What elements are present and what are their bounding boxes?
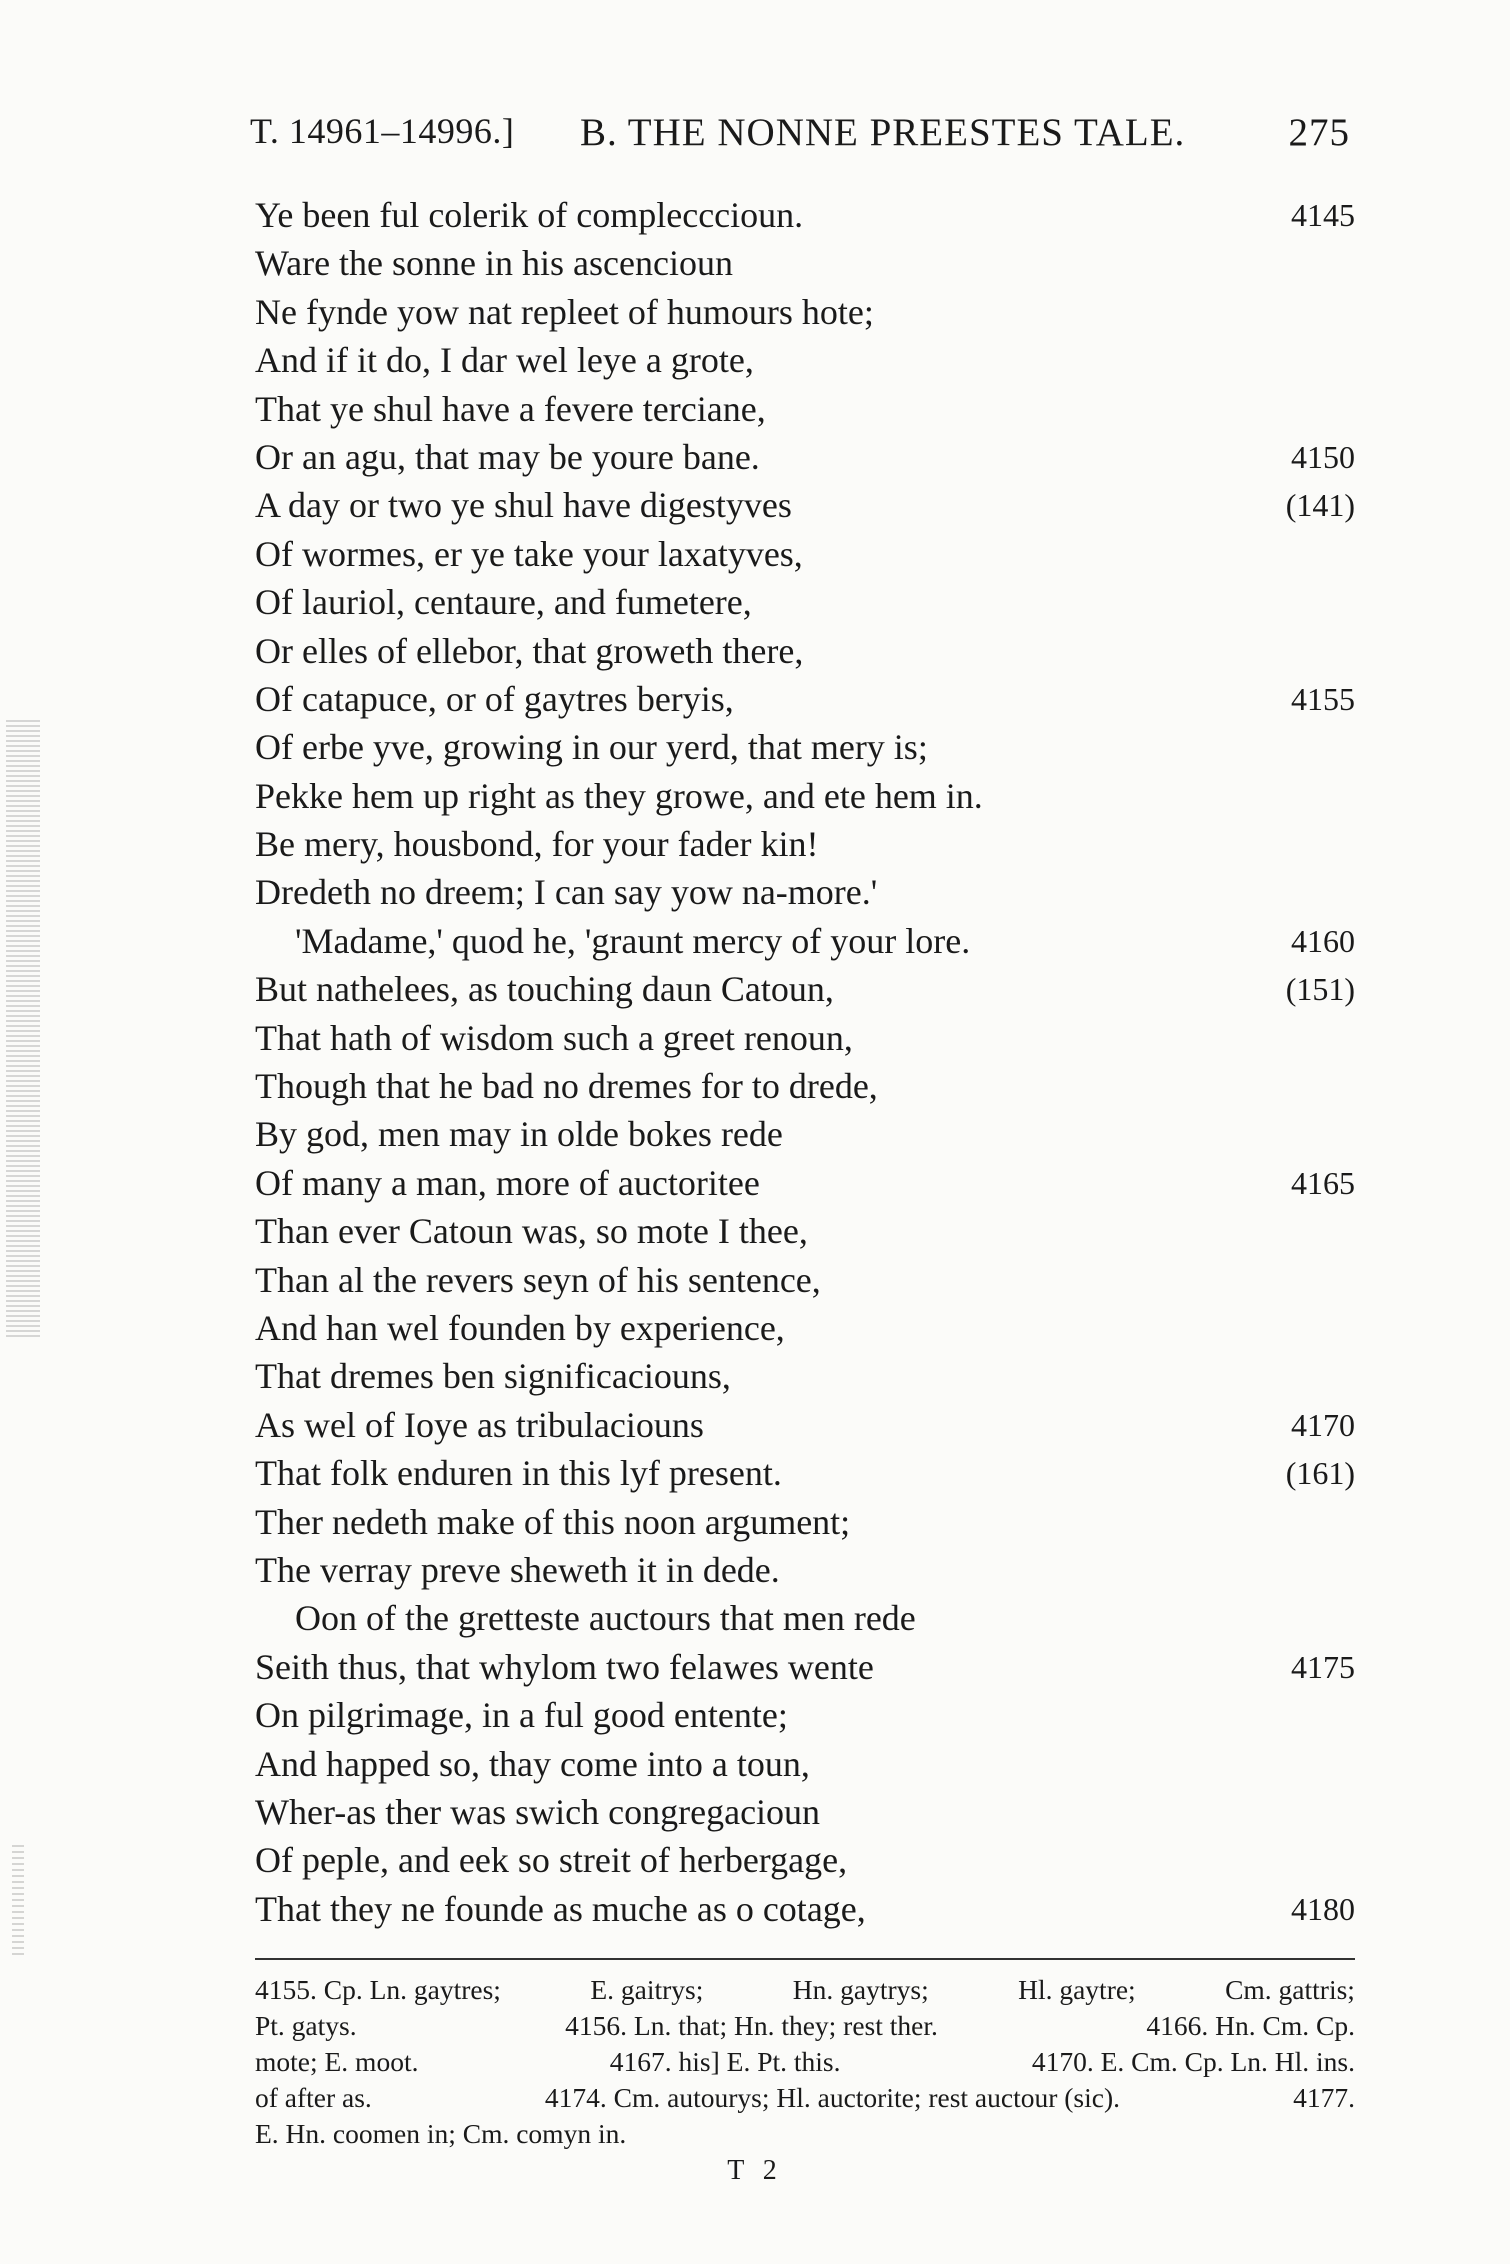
footnote-line (255, 2116, 1355, 2152)
line-number: (161) (1285, 1455, 1355, 1492)
verse-line (255, 1546, 1355, 1594)
verse-text: Of erbe yve, growing in our yerd, that mery is; (255, 727, 928, 768)
verse-text: Wher-as ther was swich congregacioun (255, 1791, 821, 1832)
footnote-entry: mote; E. moot. (255, 2046, 419, 2077)
verse-line (255, 1352, 1355, 1400)
line-number: 4150 (1291, 438, 1355, 475)
verse-line (255, 288, 1355, 336)
running-header (250, 110, 1350, 160)
verse-text: 'Madame,' quod he, 'graunt mercy of your lore. (295, 920, 971, 961)
verse-text: Of lauriol, centaure, and fumetere, (255, 582, 752, 623)
verse-line (255, 530, 1355, 578)
footnote-entry: Cm. gattris; (1225, 1974, 1355, 2005)
verse-line (255, 191, 1355, 239)
footnote-entry: 4177. (1293, 2082, 1355, 2113)
verse-line (255, 239, 1355, 287)
verse-line (255, 1885, 1355, 1933)
line-number: 4145 (1291, 197, 1355, 233)
verse-text: And han wel founden by experience, (255, 1307, 785, 1348)
verse-text: And if it do, I dar wel leye a grote, (255, 340, 754, 381)
line-number: (141) (1285, 487, 1355, 524)
verse-line (255, 1110, 1355, 1158)
line-number: 4155 (1291, 680, 1355, 717)
footnote-line (255, 1972, 1355, 2008)
verse-line (255, 1594, 1355, 1642)
verse-line (255, 1498, 1355, 1546)
footnote-line (255, 2080, 1355, 2116)
verse-line (255, 675, 1355, 723)
footnote-entry: Pt. gatys. (255, 2010, 357, 2041)
verse-text: Dredeth no dreem; I can say yow na-more.' (255, 872, 878, 913)
verse-line (255, 1207, 1355, 1255)
verse-line (255, 1643, 1355, 1691)
verse-text: And happed so, thay come into a toun, (255, 1743, 810, 1784)
verse-line (255, 1788, 1355, 1836)
line-number: (151) (1285, 971, 1355, 1008)
verse-text: Or elles of ellebor, that groweth there, (255, 630, 804, 671)
line-number: 4175 (1291, 1648, 1355, 1685)
footnote-entry: 4166. Hn. Cm. Cp. (1146, 2010, 1355, 2041)
verse-text: On pilgrimage, in a ful good entente; (255, 1695, 788, 1736)
verse-line (255, 1304, 1355, 1352)
verse-line (255, 336, 1355, 384)
footnote-entry: of after as. (255, 2082, 372, 2113)
verse-text: The verray preve sheweth it in dede. (255, 1549, 780, 1590)
verse-text: That folk enduren in this lyf present. (255, 1453, 782, 1494)
footnote-entry: E. Hn. coomen in; Cm. comyn in. (255, 2118, 627, 2149)
verse-line (255, 917, 1355, 965)
poem-body (255, 191, 1355, 1933)
verse-line (255, 1740, 1355, 1788)
verse-line (255, 1401, 1355, 1449)
page-number: 275 (1288, 111, 1350, 154)
footnote-entry: Hn. gaytrys; (792, 1974, 929, 2005)
verse-text: Ware the sonne in his ascencioun (255, 243, 733, 284)
verse-line (255, 772, 1355, 820)
verse-text: Of peple, and eek so streit of herbergage, (255, 1840, 848, 1881)
verse-text: That they ne founde as muche as o cotage, (255, 1888, 866, 1929)
footnote-entry: E. gaitrys; (590, 1974, 704, 2005)
verse-text: That dremes ben significaciouns, (255, 1356, 731, 1397)
footnotes (255, 1972, 1355, 2152)
verse-line (255, 385, 1355, 433)
verse-line (255, 820, 1355, 868)
footnote-entry: 4167. his] E. Pt. this. (609, 2046, 841, 2077)
verse-text: That hath of wisdom such a greet renoun, (255, 1017, 853, 1058)
verse-line (255, 578, 1355, 626)
verse-text: Ye been ful colerik of complecccioun. (255, 195, 804, 235)
verse-text: Ther nedeth make of this noon argument; (255, 1501, 851, 1542)
footnote-divider (255, 1958, 1355, 1960)
footnote-entry: 4155. Cp. Ln. gaytres; (255, 1974, 501, 2005)
scan-edge-artifact (12, 1845, 24, 1955)
line-number: 4160 (1291, 922, 1355, 959)
footnote-line (255, 2008, 1355, 2044)
verse-text: Than al the revers seyn of his sentence, (255, 1259, 821, 1300)
footnote-line (255, 2044, 1355, 2080)
line-range: T. 14961–14996.] (250, 111, 515, 151)
verse-text: Of many a man, more of auctoritee (255, 1162, 760, 1203)
signature-mark: T 2 (727, 2155, 783, 2186)
verse-text: That ye shul have a fevere terciane, (255, 388, 766, 429)
verse-line (255, 1449, 1355, 1497)
verse-text: Seith thus, that whylom two felawes wente (255, 1646, 874, 1687)
verse-line (255, 1159, 1355, 1207)
verse-line (255, 627, 1355, 675)
verse-text: Ne fynde yow nat repleet of humours hote; (255, 291, 874, 332)
verse-text: By god, men may in olde bokes rede (255, 1114, 783, 1155)
scan-edge-artifact (6, 720, 40, 1340)
verse-text: As wel of Ioye as tribulaciouns (255, 1404, 704, 1445)
verse-text: Pekke hem up right as they growe, and ete hem in. (255, 775, 983, 816)
verse-line (255, 433, 1355, 481)
verse-text: Or an agu, that may be youre bane. (255, 436, 760, 477)
verse-line (255, 1062, 1355, 1110)
verse-text: Oon of the gretteste auctours that men rede (295, 1598, 916, 1639)
line-number: 4180 (1291, 1890, 1355, 1927)
line-number: 4165 (1291, 1164, 1355, 1201)
verse-text: Of catapuce, or of gaytres beryis, (255, 678, 734, 719)
verse-text: Be mery, housbond, for your fader kin! (255, 824, 819, 865)
footnote-entry: 4170. E. Cm. Cp. Ln. Hl. ins. (1031, 2046, 1355, 2077)
verse-text: A day or two ye shul have digestyves (255, 485, 792, 526)
verse-text: Than ever Catoun was, so mote I thee, (255, 1211, 808, 1252)
verse-line (255, 723, 1355, 771)
verse-line (255, 1691, 1355, 1739)
footnote-entry: Hl. gaytre; (1018, 1974, 1136, 2005)
footnote-entry: 4174. Cm. autourys; Hl. auctorite; rest auctour (sic). (544, 2082, 1120, 2113)
verse-text: Though that he bad no dremes for to drede, (255, 1066, 878, 1107)
line-number: 4170 (1291, 1406, 1355, 1443)
verse-text: Of wormes, er ye take your laxatyves, (255, 533, 803, 574)
verse-line (255, 965, 1355, 1013)
verse-line (255, 868, 1355, 916)
verse-text: But nathelees, as touching daun Catoun, (255, 969, 834, 1010)
footnote-entry: 4156. Ln. that; Hn. they; rest ther. (565, 2010, 938, 2041)
verse-line (255, 481, 1355, 529)
verse-line (255, 1256, 1355, 1304)
verse-line (255, 1836, 1355, 1884)
page-title: B. THE NONNE PREESTES TALE. (580, 111, 1186, 154)
verse-line (255, 1014, 1355, 1062)
